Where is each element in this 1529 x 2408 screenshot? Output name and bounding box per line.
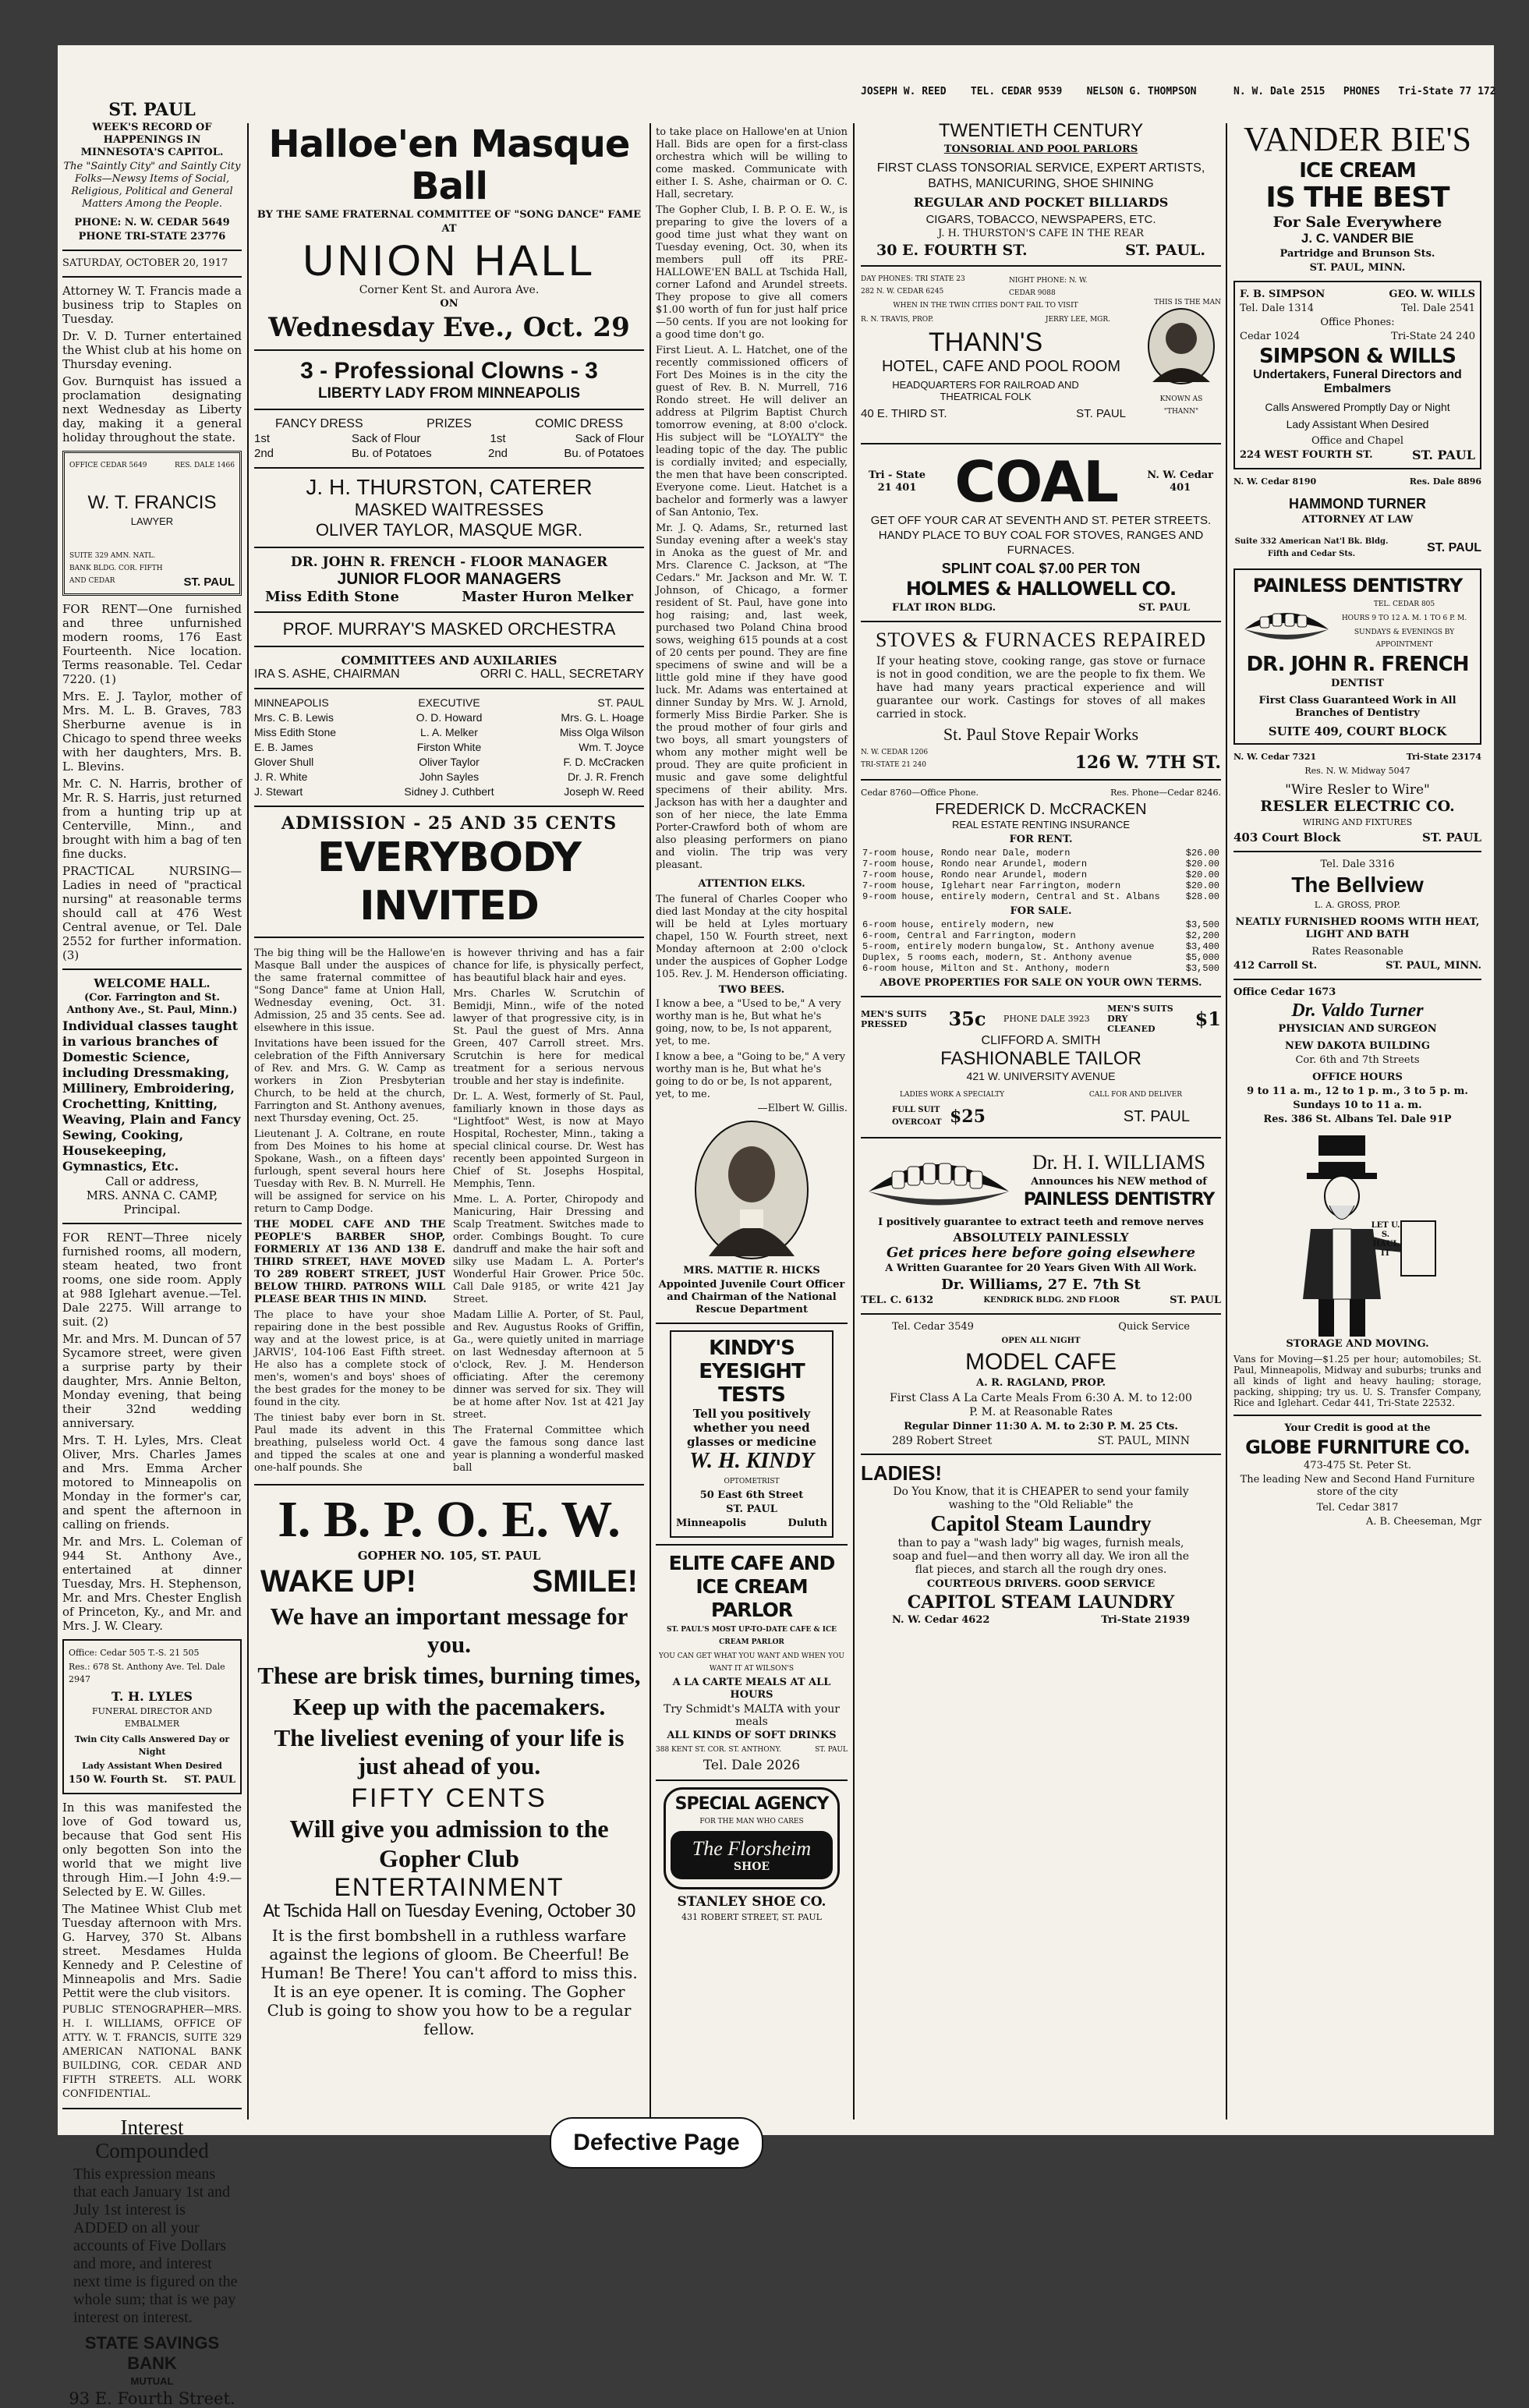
union-hall: UNION HALL: [302, 235, 596, 285]
committee-cell: L. A. Melker: [420, 726, 478, 738]
news-item: Attorney W. T. Francis made a business trip to Staples on Tuesday.: [62, 284, 242, 326]
committee-cell: ST. PAUL: [597, 696, 645, 709]
classified: FOR RENT—One furnished and three unfurnished modern rooms, 176 East Fourteenth. Nice location. Terms reasonable. Tel. Cedar 7220. (1): [62, 602, 242, 686]
column-rule: [853, 123, 855, 2119]
listing-cell: 7-room house, Rondo near Dale, modern: [862, 848, 1071, 859]
listing-row: [861, 952, 1221, 963]
kindy-logo: W. H. KINDY: [689, 1449, 814, 1473]
column-rule: [649, 123, 651, 2119]
elite-title: ELITE CAFE AND ICE CREAM PARLOR: [668, 1552, 835, 1621]
column-4: TWENTIETH CENTURY TONSORIAL AND POOL PARLORS FIRST CLASS TONSORIAL SERVICE, EXPERT ARTISTS, BATHS, MANICURING, SHOE SHINING REGULAR AND POCKET BILLIARDS CIGARS, TOBACCO, NEWSPAPERS, ETC. J. H. THURSTON'S CAFE IN THE REAR 30 E. FOURTH ST. ST. PAUL. DAY PHONES: TRI STATE 23 282 N. W. CEDAR 6245 NIGHT PHONE: N. W. CEDAR 9088 THIS IS THE MAN WHEN IN THE TWIN CITIES DON'T FAIL TO VISIT R. N. TRAVIS, PROP. JERRY LEE, MGR. THANN'S HOTEL, CAFE AND POOL ROOM HEADQUARTERS FOR RAILROAD AND THEATRICAL FOLK 40 E. THIRD ST. ST. PAUL KNOWN AS "THANN" Tri - State 21 401 COAL N. W. Cedar 401 GET OFF YOUR CAR AT SEVENTH AND ST. PETER STREETS. HANDY PLACE TO BUY COAL FOR STOVES, RANGES AND FURNACES. SPLINT COAL $7.00 PER TON HOLMES & HALLOWELL CO. FLAT IRON BLDG. ST. PAUL STOVES & FURNACES REPAIRED If your heating stove, cooking range, gas stove or furnace is not in good condition, we are the people to fix them. We have had many years practical experience and will guarantee our work. Castings for stoves of all makes carried in stock. St. Paul Stove Repair Works N. W. CEDAR 1206 TRI-STATE 21 240 126 W. 7TH ST. Cedar 8760—Office Phone. Res. Phone—Cedar 8246. FREDERICK D. McCRACKEN REAL ESTATE RENTING INSURANCE FOR RENT. 7-room house, Rondo near Dale, modern $26.00 7-room house, Rondo near Arundel, modern $20.00 7-room house, Rondo near Arundel, modern $20.00 7-room house, Iglehart near Farrington, modern $20.00 9-room house, entirely modern, Central and St. Albans $28.00 FOR SALE. 6-room house, entirely modern, new $3,500 6-room, Central and Farrington, modern $2,200 5-room, entirely modern bungalow, St. Anthony avenue $3,400 Duplex, 5 rooms each, modern, St. Anthony avenue $5,000 6-room house, Milton and St. Anthony, modern $3,500 ABOVE PROPERTIES FOR SALE ON YOUR OWN TERMS. MEN'S SUITS PRESSED 35c PHONE DALE 3923 MEN'S SUITS DRY CLEANED $1 CLIFFORD A. SMITH FASHIONABLE TAILOR 421 W. UNIVERSITY AVENUE LADIES WORK A SPECIALTY CALL FOR AND DELIVER FULL SUIT OVERCOAT $25 ST. PAUL Dr. H. I. WILLIAMS Announces his NEW method of PAINLESS DENTISTRY I positively guarantee to extract teeth and remove nerves ABSOLUTELY PAINLESSLY Get prices here before going elsewhere A Written Guarantee for 20 Years Given With All Work. Dr. Williams, 27 E. 7th St TEL. C. 6132 KENDRICK BLDG. 2ND FLOOR ST. PAUL Tel. Cedar 3549 Quick Service OPEN ALL NIGHT MODEL CAFE A. R. RAGLAND, PROP. First Class A La Carte Meals From 6:30 A. M. to 12:00 P. M. at Reasonable Rates Regular Dinner 11:30 A. M. to 2:30 P. M. 25 Cts. 289 Robert Street ST. PAUL, MINN LADIES! Do You Know, that it is CHEAPER to send your family washing to the "Old Reliable" the Capitol Steam Laundry than to pay a "wash lady" big wages, furnish meals, soap and fuel—and then worry all day. We iron all the flat pieces, and starch all the rough dry ones. COURTEOUS DRIVERS. GOOD SERVICE CAPITOL STEAM LAUNDRY N. W. Cedar 4622 Tri-State 21939: [861, 120, 1221, 1626]
committee-cell: F. D. McCracken: [563, 756, 645, 768]
column-2: Halloe'en Masque Ball BY THE SAME FRATERNAL COMMITTEE OF "SONG DANCE" FAME AT UNION HALL Corner Kent St. and Aurora Ave. ON Wednesday Eve., Oct. 29 3 - Professional Clowns - 3 LIBERTY LADY FROM MINNEAPOLIS FANCY DRESS PRIZES COMIC DRESS 1st Sack of Flour 1st Sack of Flour 2nd Bu. of Potatoes 2nd Bu. of Potatoes J. H. THURSTON, CATERER MASKED WAITRESSES OLIVER TAYLOR, MASQUE MGR. DR. JOHN R. FRENCH - FLOOR MANAGER JUNIOR FLOOR MANAGERS Miss Edith Stone Master Huron Melker PROF. MURRAY'S MASKED ORCHESTRA COMMITTEES AND AUXILARIES IRA S. ASHE, CHAIRMAN ORRI C. HALL, SECRETARY MINNEAPOLIS EXECUTIVE ST. PAUL Mrs. C. B. Lewis O. D. Howard Mrs. G. L. Hoage Miss Edith Stone L. A. Melker Miss Olga Wilson E. B. James Firston White Wm. T. Joyce Glover Shull Oliver Taylor F. D. McCracken J. R. White John Sayles Dr. J. R. French J. Stewart Sidney J. Cuthbert Joseph W. Reed ADMISSION - 25 AND 35 CENTS EVERYBODY INVITED The big thing will be the Hallowe'en Masque Ball under the auspices of the same fraternal committee of "Song Dance" fame at Union Hall, Wednesday evening, Oct. 31. Admission, 25 and 35 cents. See ad. elsewhere in this issue. Invitations have been issued for the celebration of the Fifth Anniversary of Rev. and Mrs. G. W. Camp as workers in Zion Presbyterian Church, to be held at the church, Farrington and St. Anthony avenues, next Thursday evening, Oct. 25. Lieutenant J. A. Coltrane, en route from Des Moines to his home at Spokane, Wash., on a fifteen days' furlough, spent several hours here Tuesday with Rev. B. N. Murrell. He will be assigned for service on his return to Camp Dodge. THE MODEL CAFE AND THE PEOPLE'S BARBER SHOP, FORMERLY AT 136 AND 138 E. THIRD STREET, HAVE MOVED TO 289 ROBERT STREET, JUST BELOW THIRD. PATRONS WILL PLEASE BEAR THIS IN MIND. The place to have your shoe repairing done in the best possible way and at the lowest price, is at JARVIS', 104-106 East Fifth street. He also has a complete stock of men's, women's and boys' shoes of the best grades for the money to be found in the city. The tiniest baby ever born in St. Paul made its advent in this breathing, pulseless world Oct. 4 and tipped the scales at one and one-half pounds. She is however thriving and has a fair chance for life, is physically perfect, has beautiful black hair and eyes. Mrs. Charles W. Scrutchin of Bemidji, Minn., wife of the noted lawyer of that progressive city, is in St. Paul the guest of Mrs. Anna Green, 407 Carroll street. Mrs. Scrutchin is here for medical treatment for a serious nervous trouble and her stay is indefinite. Dr. L. A. West, formerly of St. Paul, familiarly known in those days as "Lightfoot" West, is now at Mayo Hospital, Rochester, Minn., taking a special clinical course. Dr. West has recently been appointed Surgeon in Chief of St. Josephs Hospital, Memphis, Tenn. Mme. L. A. Porter, Chiropody and Manicuring, Hair Dressing and Scalp Treatment. Switches made to order. Combings Bought. To cure dandruff and make the hair soft and silky use Madam L. A. Porter's Wonderful Hair Grower. Price 50c. Call Dale 9185, or write 421 Jay Street. Madam Lillie A. Porter, of St. Paul, and Rev. Augustus Rooks of Griffin, Ga., were quietly united in marriage on last Wednesday afternoon at 5 o'clock, Rev. J. M. Henderson officiating. After the ceremony dinner was served for six. They will be at home after Nov. 1st at 421 Jay street. The Fraternal Committee which gave the famous song dance last year is planning a wonderful masked ball I. B. P. O. E. W. GOPHER NO. 105, ST. PAUL WAKE UP! SMILE! We have an important message for you. These are brisk times, burning times, Keep up with the pacemakers. The liveliest evening of your life is just ahead of you. FIFTY CENTS Will give you admission to the Gopher Club ENTERTAINMENT At Tschida Hall on Tuesday Evening, October 30 It is the first bombshell in a ruthless warfare against the legions of gloom. Be Cheerful! Be Human! Be There! You can't afford to miss this. It is an eye opener. It is coming. The Gopher Club is going to show you how to be a regular fellow.: [254, 122, 645, 2038]
francis-name: W. T. FRANCIS: [87, 492, 217, 513]
news-item: Mr. and Mrs. L. Coleman of 944 St. Anthony Ave., entertained at dinner Tuesday, Mrs. H. Stephenson, Mr. and Mrs. Chester English of Princeton, Ky., and Mr. and Mrs. J. W. Cleary.: [62, 1535, 242, 1633]
committee-cell: Dr. J. R. French: [567, 770, 645, 783]
ball-date: Wednesday Eve., Oct. 29: [268, 312, 630, 343]
vanderbie-title: VANDER BIE'S: [1244, 120, 1471, 158]
col5-header: N. W. Dale 2515 PHONES Tri-State 77 172: [1233, 86, 1496, 97]
col4-header: JOSEPH W. REED TEL. CEDAR 9539 NELSON G. THOMPSON: [861, 86, 1197, 97]
phone: PHONE: N. W. CEDAR 5649: [74, 217, 230, 228]
listing-cell: $3,500: [1185, 919, 1219, 930]
listing-row: [861, 869, 1221, 880]
news-item: Mrs. E. J. Taylor, mother of Mrs. M. L. B. Graves, 783 Sherburne avenue is in Chicago to spend three weeks with her daughters, Mrs. B. L. Blevins.: [62, 689, 242, 774]
bellview-title: The Bellview: [1291, 873, 1424, 897]
news-item: Mr. C. N. Harris, brother of Mr. R. S. Harris, just returned from a hunting trip up at Centerville, Minn., and brought with him a bag of ten fine ducks.: [62, 777, 242, 861]
tc-title: TWENTIETH CENTURY: [938, 120, 1144, 141]
committee-cell: J. Stewart: [254, 785, 303, 798]
phone: PHONE TRI-STATE 23776: [78, 231, 226, 243]
news-item: In this was manifested the love of God toward us, because that God sent His only begotten Son into the world that we might live through Him.—I John 4:9.—Selected by E. W. Gilles.: [62, 1801, 242, 1899]
news-item: Mrs. T. H. Lyles, Mrs. Cleat Oliver, Mrs. Charles James and Mrs. Emma Archer motored to Minneapolis on Monday in the former's car, and spent the afternoon in calling on friends.: [62, 1433, 242, 1532]
listing-cell: 9-room house, entirely modern, Central and St. Albans: [862, 891, 1160, 902]
florsheim-ad: SPECIAL AGENCY FOR THE MAN WHO CARES The Florsheim SHOE: [664, 1787, 840, 1889]
listing-row: [861, 919, 1221, 930]
dateline: SATURDAY, OCTOBER 20, 1917: [62, 257, 228, 269]
listing-row: [861, 891, 1221, 902]
committee-cell: Miss Olga Wilson: [559, 726, 645, 738]
committee-cell: Mrs. C. B. Lewis: [254, 711, 334, 724]
committee-cell: Joseph W. Reed: [564, 785, 645, 798]
french-dentist-ad: PAINLESS DENTISTRY TEL. CEDAR 805 HOURS 9 TO 12 A. M. 1 TO 6 P. M. SUNDAYS & EVENINGS BY APPOINTMENT DR. JOHN R. FRENCH DENTIST First Class Guaranteed Work in All Branches of Dentistry SUITE 409, COURT BLOCK: [1233, 568, 1481, 745]
listing-cell: 6-room house, entirely modern, new: [862, 919, 1053, 930]
committee-row: [254, 770, 644, 784]
listing-cell: $28.00: [1185, 891, 1219, 902]
hicks-portrait-icon: [693, 1120, 810, 1260]
listing-cell: $20.00: [1185, 880, 1219, 891]
gopher-line: We have an important message for you.: [270, 1602, 628, 1658]
column-3: to take place on Hallowe'en at Union Hall. Bids are open for a first-class orchestra which will be willing to come masked. Communicate with either I. S. Ashe, chairman or O. C. Hall, secretary. The Gopher Club, I. B. P. O. E. W., is preparing to give the lovers of a good time just what they want on Tuesday evening, Oct. 30, when its members pull off its PRE-HALLOWE'EN BALL at Tschida Hall, corner Lafond and Arundel streets. They propose to give all comers $1.00 worth of fun for just half price—50 cents. If you are not looking for a good time don't go. First Lieut. A. L. Hatchet, one of the recently commissioned officers of Fort Des Moines is in the city the guest of Rev. B. N. Murrell, 716 Rondo street. He will deliver an address at Pilgrim Baptist Church tomorrow evening, at 8:00 o'clock. His subject will be "LOYALTY" the leading topic of the day. The public is cordially invited; and especially, the men that have been conscripted. Everyone come. Lieut. Hatchet is a bachelor and formerly was a lawyer of San Antonio, Tex. Mr. J. Q. Adams, Sr., returned last Sunday evening after a week's stay in Anoka as the guest of Mr. and Mrs. Clarence C. Jackson, at "The Cedars." Mr. Jackson and Mr. W. T. Johnson, of Chicago, a former resident of St. Paul, have gone into hog raising; and, last week, purchased two Poland China brood sows, weighing 615 pounds at a cost of 20 cents per pound. They are fine specimens of swine and will be a little gold mine if they have good luck. Mr. Adams was entertained at dinner Sunday by Mrs. W. J. Arnold, formerly Miss Birdie Parker. She is the proud mother of four girls and two boys, all smart youngsters of whom any mother might well be proud. They are quite proficient in music and gave some delightful specimens of their ability. Mrs. Jackson has with her a daughter and son of her niece, the late Emma Porter-Crawford both of whom are also pleasing performers on piano and violin. The trip was very pleasant. ATTENTION ELKS. The funeral of Charles Cooper who died last Monday at the city hospital will be held at Lyles mortuary chapel, 150 W. Fourth street, next Monday afternoon at 2:00 o'clock under the auspices of Gopher Lodge 105. Rev. J. M. Henderson officiating. TWO BEES. I know a bee, a "Used to be," A very worthy man is he, But what he's going, now, to be, Is not apparent, yet, to me. I know a bee, a "Going to be," A very worthy man is he, But what he's going to do or be, Is not apparent, yet, to me. —Elbert W. Gillis. MRS. MATTIE R. HICKS Appointed Juvenile Court Officer and Chairman of the National Rescue Department KINDY'S EYESIGHT TESTS Tell you positively whether you need glasses or medicine W. H. KINDY OPTOMETRIST 50 East 6th Street ST. PAUL Minneapolis Duluth ELITE CAFE AND ICE CREAM PARLOR ST. PAUL'S MOST UP-TO-DATE CAFE & ICE CREAM PARLOR YOU CAN GET WHAT YOU WANT AND WHEN YOU WANT IT AT WILSON'S A LA CARTE MEALS AT ALL HOURS Try Schmidt's MALTA with your meals ALL KINDS OF SOFT DRINKS 388 KENT ST. COR. ST. ANTHONY. ST. PAUL Tel. Dale 2026 SPECIAL AGENCY FOR THE MAN WHO CARES The Florsheim SHOE STANLEY SHOE CO. 431 ROBERT STREET, ST. PAUL: [656, 126, 848, 1922]
simpson-wills-ad: F. B. SIMPSON GEO. W. WILLS Tel. Dale 1314 Tel. Dale 2541 Office Phones: Cedar 1024 Tri-State 24 240 SIMPSON & WILLS Undertakers, Funeral Directors and Embalmers Calls Answered Promptly Day or Night Lady Assistant When Desired Office and Chapel 224 WEST FOURTH ST. ST. PAUL: [1233, 281, 1481, 469]
listing-cell: 6-room house, Milton and St. Anthony, modern: [862, 963, 1110, 974]
bank-name: STATE SAVINGS BANK: [84, 2333, 220, 2373]
column-5: VANDER BIE'S ICE CREAM IS THE BEST For Sale Everywhere J. C. VANDER BIE Partridge and Brunson Sts. ST. PAUL, MINN. F. B. SIMPSON GEO. W. WILLS Tel. Dale 1314 Tel. Dale 2541 Office Phones: Cedar 1024 Tri-State 24 240 SIMPSON & WILLS Undertakers, Funeral Directors and Embalmers Calls Answered Promptly Day or Night Lady Assistant When Desired Office and Chapel 224 WEST FOURTH ST. ST. PAUL N. W. Cedar 8190 Res. Dale 8896 HAMMOND TURNER ATTORNEY AT LAW Suite 332 American Nat'l Bk. Bldg. Fifth and Cedar Sts. ST. PAUL PAINLESS DENTISTRY TEL. CEDAR 805 HOURS 9 TO 12 A. M. 1 TO 6 P. M. SUNDAYS & EVENINGS BY APPOINTMENT DR. JOHN R. FRENCH DENTIST First Class Guaranteed Work in All Branches of Dentistry SUITE 409, COURT BLOCK N. W. Cedar 7321 Tri-State 23174 Res. N. W. Midway 5047 "Wire Resler to Wire" RESLER ELECTRIC CO. WIRING AND FIXTURES 403 Court Block ST. PAUL Tel. Dale 3316 The Bellview L. A. GROSS, PROP. NEATLY FURNISHED ROOMS WITH HEAT, LIGHT AND BATH Rates Reasonable 412 Carroll St. ST. PAUL, MINN. Office Cedar 1673 Dr. Valdo Turner PHYSICIAN AND SURGEON NEW DAKOTA BUILDING Cor. 6th and 7th Streets OFFICE HOURS 9 to 11 a. m., 12 to 1 p. m., 3 to 5 p. m. Sundays 10 to 11 a. m. Res. 386 St. Albans Tel. Dale 91P LET U. S. HAUL IT STORAGE AND MOVING. Vans for Moving—$1.25 per hour; automobiles; St. Paul, Minneapolis, Midway and suburbs; trunks and all kinds of light and heavy hauling; storage, packing, shipping; try us. U. S. Transfer Company, Rice and Iglehart. Cedar 441, Tri-State 22532. Your Credit is good at the GLOBE FURNITURE CO. 473-475 St. Peter St. The leading New and Second Hand Furniture store of the city Tel. Cedar 3817 A. B. Cheeseman, Mgr: [1233, 120, 1481, 1528]
committee-table: [254, 696, 644, 799]
everybody-invited: EVERYBODY INVITED: [317, 834, 581, 930]
welcome-title: WELCOME HALL.: [94, 976, 211, 990]
gopher-line: The liveliest evening of your life is just ahead of you.: [274, 1724, 625, 1779]
listing-cell: $20.00: [1185, 859, 1219, 869]
listing-cell: $2,200: [1185, 930, 1219, 941]
committee-cell: Sidney J. Cuthbert: [404, 785, 494, 798]
committee-cell: John Sayles: [419, 770, 480, 783]
teeth-icon: [1240, 601, 1333, 648]
stove-title: STOVES & FURNACES REPAIRED: [875, 629, 1207, 651]
committee-cell: Firston White: [416, 741, 482, 753]
rent-table: [861, 848, 1221, 902]
committee-cell: Oliver Taylor: [419, 756, 480, 768]
listing-cell: $3,500: [1185, 963, 1219, 974]
model-cafe-title: MODEL CAFE: [965, 1349, 1117, 1375]
ibpoew-title: I. B. P. O. E. W.: [278, 1491, 621, 1548]
committee-row: [254, 725, 644, 740]
committee-row: [254, 696, 644, 710]
defective-page-stamp: Defective Page: [550, 2117, 763, 2169]
gopher-line: Keep up with the pacemakers.: [292, 1693, 606, 1720]
listing-row: [861, 859, 1221, 869]
masthead-title: ST. PAUL: [108, 100, 196, 120]
listing-cell: $20.00: [1185, 869, 1219, 880]
listing-cell: $3,400: [1185, 941, 1219, 952]
coal-ad: Tri - State 21 401 COAL N. W. Cedar 401: [869, 449, 1213, 515]
column-rule: [1226, 123, 1227, 2119]
listing-cell: $26.00: [1185, 848, 1219, 859]
classified: PRACTICAL NURSING—Ladies in need of "practical nursing" at reasonable terms should call at 476 West Central avenue, or Tel. Dale 2552 for further information. (3): [62, 864, 242, 962]
listing-row: [861, 963, 1221, 974]
column-rule: [247, 123, 249, 2119]
committee-cell: Miss Edith Stone: [254, 726, 337, 738]
masthead-desc: The "Saintly City" and Saintly City Folks—Newsy Items of Social, Religious, Political and General Matters Among the People.: [63, 161, 241, 210]
listing-row: [861, 880, 1221, 891]
committee-row: [254, 784, 644, 799]
listing-cell: 7-room house, Rondo near Arundel, modern: [862, 859, 1088, 869]
denture-icon: [861, 1145, 1017, 1215]
committee-cell: Wm. T. Joyce: [579, 741, 645, 753]
column-1: ST. PAUL WEEK'S RECORD OF HAPPENINGS IN MINNESOTA'S CAPITOL. The "Saintly City" and Saintly City Folks—Newsy Items of Social, Religious, Political and General Matters Among the People. PHONE: N. W. CEDAR 5649 PHONE TRI-STATE 23776 SATURDAY, OCTOBER 20, 1917 Attorney W. T. Francis made a business trip to Staples on Tuesday. Dr. V. D. Turner entertained the Whist club at his home on Thursday evening. Gov. Burnquist has issued a proclamation designating next Wednesday as Liberty day, making it a general holiday throughout the state. OFFICE CEDAR 5649 RES. DALE 1466 W. T. FRANCIS LAWYER SUITE 329 AMN. NATL. BANK BLDG. COR. FIFTH AND CEDAR ST. PAUL FOR RENT—One furnished and three unfurnished modern rooms, 176 East Fourteenth. Nice location. Terms reasonable. Tel. Cedar 7220. (1) Mrs. E. J. Taylor, mother of Mrs. M. L. B. Graves, 783 Sherburne avenue is in Chicago to spend three weeks with her daughters, Mrs. B. L. Blevins. Mr. C. N. Harris, brother of Mr. R. S. Harris, just returned from a hunting trip up at Centerville, Minn., and brought with him a bag of ten fine ducks. PRACTICAL NURSING—Ladies in need of "practical nursing" at reasonable terms should call at 476 West Central avenue, or Tel. Dale 2552 for further information. (3) WELCOME HALL. (Cor. Farrington and St. Anthony Ave., St. Paul, Minn.) Individual classes taught in various branches of Domestic Science, including Dressmaking, Millinery, Embroidering, Crochetting, Knitting, Weaving, Plain and Fancy Sewing, Cooking, Housekeeping, Gymnastics, Etc. Call or address, MRS. ANNA C. CAMP, Principal. FOR RENT—Three nicely furnished rooms, all modern, steam heated, two front rooms, one side room. Apply at 988 Iglehart avenue.—Tel. Dale 2275. Will arrange to suit. (2) Mr. and Mrs. M. Duncan of 57 Sycamore street, were given a surprise party by their daughter, Mrs. Annie Belton, Monday evening, that being their 32nd wedding anniversary. Mrs. T. H. Lyles, Mrs. Cleat Oliver, Mrs. Charles James and Mrs. Emma Archer motored to Minneapolis on Monday in the former's car, and spent the afternoon in calling on friends. Mr. and Mrs. L. Coleman of 944 St. Anthony Ave., entertained at dinner Tuesday, Mrs. H. Stephenson, Mr. and Mrs. Chester English of Princeton, Ky., and Mr. and Mrs. J. W. Cleary. Office: Cedar 505 T.-S. 21 505 Res.: 678 St. Anthony Ave. Tel. Dale 2947 T. H. LYLES FUNERAL DIRECTOR AND EMBALMER Twin City Calls Answered Day or Night Lady Assistant When Desired 150 W. Fourth St. ST. PAUL In this was manifested the love of God toward us, because that God sent His only begotten Son into the world that we might live through Him.—I John 4:9.—Selected by E. W. Gilles. The Matinee Whist Club met Tuesday afternoon with Mrs. G. Harvey, 370 St. Albans street. Mesdames Hulda Kennedy and P. Celestine of Minneapolis and Mrs. Sadie Pettit were the club visitors. PUBLIC STENOGRAPHER—MRS. H. I. WILLIAMS, OFFICE OF ATTY. W. T. FRANCIS, SUITE 329 AMERICAN NATIONAL BANK BUILDING, COR. CEDAR AND FIFTH STREETS. ALL WORK CONFIDENTIAL. Interest Compounded This expression means that each January 1st and July 1st interest is ADDED on all your accounts of Five Dollars and more, and interest next time is figured on the whole sum; that is we pay interest on interest. STATE SAVINGS BANK MUTUAL 93 E. Fourth Street.: [62, 100, 242, 2408]
listing-row: [861, 930, 1221, 941]
thanns-ad: DAY PHONES: TRI STATE 23 282 N. W. CEDAR 6245 NIGHT PHONE: N. W. CEDAR 9088 THIS IS THE MAN WHEN IN THE TWIN CITIES DON'T FAIL TO VISIT R. N. TRAVIS, PROP. JERRY LEE, MGR. THANN'S HOTEL, CAFE AND POOL ROOM HEADQUARTERS FOR RAILROAD AND THEATRICAL FOLK 40 E. THIRD ST. ST. PAUL KNOWN AS "THANN": [861, 275, 1221, 420]
ball-title: Halloe'en Masque Ball: [268, 122, 630, 208]
listing-cell: 5-room, entirely modern bungalow, St. Anthony avenue: [862, 941, 1155, 952]
interest-title: Interest Compounded: [95, 2116, 209, 2162]
news-item: Gov. Burnquist has issued a proclamation designating next Wednesday as Liberty day, making it a general holiday throughout the state.: [62, 374, 242, 444]
committee-cell: EXECUTIVE: [418, 696, 480, 709]
listing-row: [861, 941, 1221, 952]
news-item: The Matinee Whist Club met Tuesday afternoon with Mrs. G. Harvey, 370 St. Albans street. Mesdames Hulda Kennedy and P. Celestine of Minneapolis and Mrs. Sadie Pettit were the club visitors.: [62, 1902, 242, 2000]
committee-cell: Glover Shull: [254, 756, 314, 768]
committee-row: [254, 755, 644, 770]
sale-table: [861, 919, 1221, 974]
ladies-title: LADIES!: [861, 1461, 942, 1485]
committee-cell: Mrs. G. L. Hoage: [561, 711, 645, 724]
lyles-ad: Office: Cedar 505 T.-S. 21 505 Res.: 678 St. Anthony Ave. Tel. Dale 2947 T. H. LYLES FUNERAL DIRECTOR AND EMBALMER Twin City Calls Answered Day or Night Lady Assistant When Desired 150 W. Fourth St. ST. PAUL: [62, 1639, 242, 1794]
masthead-sub: WEEK'S RECORD OF HAPPENINGS IN MINNESOTA'S CAPITOL.: [80, 122, 224, 158]
portrait-caption: MRS. MATTIE R. HICKS: [683, 1265, 820, 1277]
listing-cell: 6-room, Central and Farrington, modern: [862, 930, 1076, 941]
news-item: Mr. and Mrs. M. Duncan of 57 Sycamore street, were given a surprise party by their daughter, Mrs. Annie Belton, Monday evening, that being their 32nd wedding anniversary.: [62, 1332, 242, 1430]
thann-portrait-icon: [1146, 307, 1216, 385]
gopher-lines: [254, 1602, 644, 1780]
listing-cell: Duplex, 5 rooms each, modern, St. Anthony avenue: [862, 952, 1132, 963]
kindy-ad: KINDY'S EYESIGHT TESTS Tell you positively whether you need glasses or medicine W. H. KINDY OPTOMETRIST 50 East 6th Street ST. PAUL Minneapolis Duluth: [670, 1330, 834, 1538]
listing-row: [861, 848, 1221, 859]
committee-row: [254, 710, 644, 725]
listing-cell: 7-room house, Iglehart near Farrington, modern: [862, 880, 1121, 891]
classified: FOR RENT—Three nicely furnished rooms, all modern, steam heated, two front rooms, one side room. Apply at 988 Iglehart avenue.—Tel. Dale 2275. Will arrange to suit. (2): [62, 1231, 242, 1329]
globe-furniture-title: GLOBE FURNITURE CO.: [1245, 1436, 1470, 1458]
committee-cell: O. D. Howard: [416, 711, 483, 724]
news-item: Dr. V. D. Turner entertained the Whist club at his home on Thursday evening.: [62, 329, 242, 371]
committee-cell: E. B. James: [254, 741, 313, 753]
committee-cell: MINNEAPOLIS: [254, 696, 329, 709]
uncle-sam-icon: [1264, 1128, 1451, 1338]
committee-cell: J. R. White: [254, 770, 308, 783]
francis-ad: OFFICE CEDAR 5649 RES. DALE 1466 W. T. FRANCIS LAWYER SUITE 329 AMN. NATL. BANK BLDG. COR. FIFTH AND CEDAR ST. PAUL: [62, 451, 242, 596]
gopher-line: These are brisk times, burning times,: [257, 1662, 641, 1689]
listing-cell: 7-room house, Rondo near Arundel, modern: [862, 869, 1088, 880]
classified: PUBLIC STENOGRAPHER—MRS. H. I. WILLIAMS, OFFICE OF ATTY. W. T. FRANCIS, SUITE 329 AMERICAN NATIONAL BANK BUILDING, COR. CEDAR AND FIFTH STREETS. ALL WORK CONFIDENTIAL.: [62, 2004, 242, 2100]
listing-cell: $5,000: [1185, 952, 1219, 963]
committee-row: [254, 740, 644, 755]
